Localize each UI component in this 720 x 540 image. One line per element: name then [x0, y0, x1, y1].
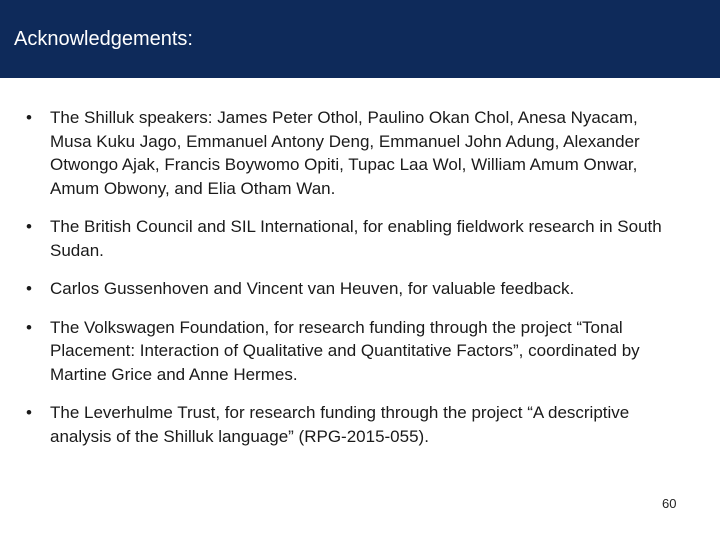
- list-item: [24, 106, 684, 200]
- title-bar: [0, 0, 720, 78]
- list-item-text: Carlos Gussenhoven and Vincent van Heuven, for valuable feedback.: [50, 279, 575, 298]
- bullet-icon: •: [26, 279, 32, 298]
- page-number: 60: [662, 496, 677, 511]
- list-item-text: The Volkswagen Foundation, for research funding through the project “Tonal Placement: Interaction of Qualitative and Quantitative Factors”, coordinated by Martine Grice and Anne Hermes.: [50, 317, 640, 384]
- bullet-icon: •: [26, 217, 32, 236]
- slide-title: Acknowledgements:: [14, 28, 193, 50]
- list-item-text: The Shilluk speakers: James Peter Othol, Paulino Okan Chol, Anesa Nyacam, Musa Kuku Jago, Emmanuel Antony Deng, Emmanuel John Adung, Alexander Otwongo Ajak, Francis Boywomo Opiti, Tupac Laa Wol, William Amum Onwar, Amum Obwony, and Elia Otham Wan.: [50, 108, 640, 198]
- bullet-icon: •: [26, 108, 32, 127]
- list-item-text: The British Council and SIL International, for enabling fieldwork research in South Sudan.: [50, 217, 662, 260]
- list-item: [24, 277, 684, 301]
- list-item: [24, 316, 684, 387]
- acknowledgement-list: [24, 106, 684, 463]
- list-item: [24, 401, 684, 448]
- bullet-icon: •: [26, 403, 32, 422]
- bullet-icon: •: [26, 317, 32, 337]
- list-item-text: The Leverhulme Trust, for research funding through the project “A descriptive analysis of the Shilluk language” (RPG-2015-055).: [50, 403, 630, 446]
- list-item: [24, 215, 684, 262]
